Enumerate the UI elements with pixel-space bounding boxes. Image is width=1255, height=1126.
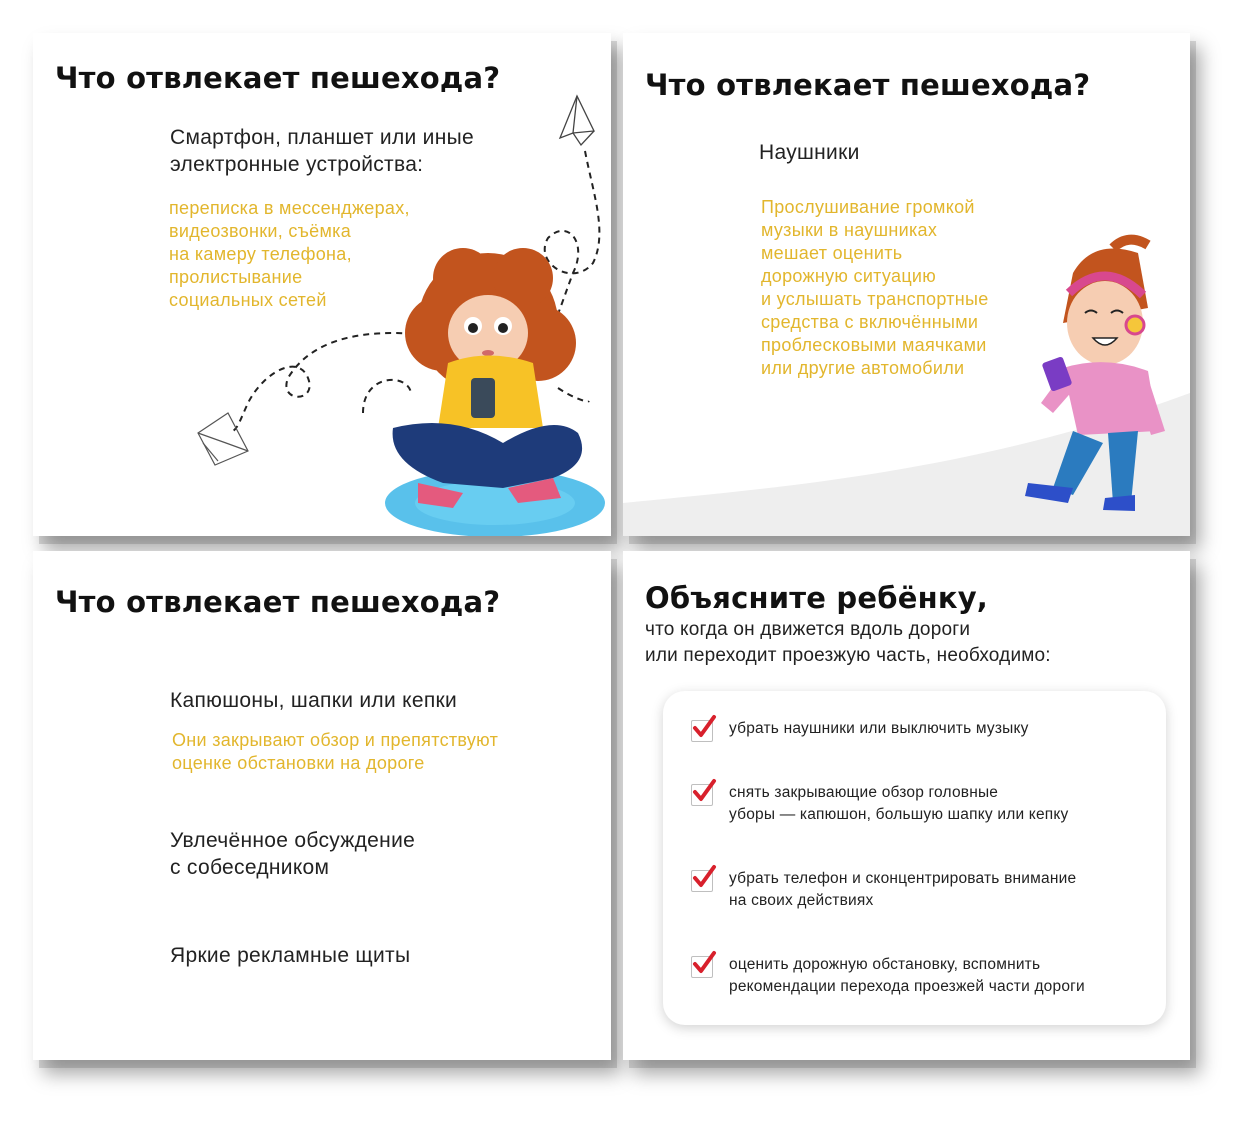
checklist-text: [729, 782, 1149, 826]
dashed-arc: [363, 380, 411, 413]
checkbox: [691, 870, 713, 892]
checklist-line: рекомендации перехода проезжей части дороги: [729, 978, 1085, 995]
detail-line: Они закрывают обзор и препятствуют: [172, 730, 499, 750]
subhead-line: Увлечённое обсуждение: [170, 829, 416, 852]
conversation-heading: [170, 827, 415, 881]
lead-line: что когда он движется вдоль дороги: [645, 619, 971, 640]
detail-line: переписка в мессенджерах,: [169, 198, 410, 218]
checklist-line: убрать наушники или выключить музыку: [729, 720, 1029, 737]
dashed-arc: [558, 388, 589, 401]
checkmark-icon: [690, 949, 718, 977]
paper-plane-icon: [560, 96, 594, 145]
card-lead: [645, 617, 1051, 669]
detail-line: и услышать транспортные: [761, 289, 989, 309]
detail-line: пролистывание: [169, 267, 303, 287]
detail-line: оценке обстановки на дороге: [172, 753, 425, 773]
detail-line: проблесковыми маячками: [761, 335, 987, 355]
checklist-panel: [663, 691, 1166, 1025]
detail-line: видеозвонки, съёмка: [169, 221, 352, 241]
girl-with-headphones-illustration: [623, 33, 1190, 536]
card-title: Что отвлекает пешехода?: [645, 68, 1091, 102]
checklist-line: оценить дорожную обстановку, вспомнить: [729, 956, 1041, 973]
checkbox: [691, 784, 713, 806]
checklist-text: [729, 954, 1149, 998]
checklist-line: уборы — капюшон, большую шапку или кепку: [729, 806, 1069, 823]
card-hats-and-distractions: [33, 551, 611, 1060]
lead-line: или переходит проезжую часть, необходимо:: [645, 645, 1051, 666]
card-subhead: Наушники: [759, 141, 860, 164]
checkbox: [691, 956, 713, 978]
card-smartphone: [33, 33, 611, 536]
girl-with-phone-illustration: [33, 33, 611, 536]
detail-line: музыки в наушниках: [761, 220, 938, 240]
detail-line: социальных сетей: [169, 290, 327, 310]
card-title: Что отвлекает пешехода?: [55, 61, 501, 95]
checkmark-icon: [690, 863, 718, 891]
checklist-line: снять закрывающие обзор головные: [729, 784, 999, 801]
detail-line: на камеру телефона,: [169, 244, 352, 264]
detail-line: или другие автомобили: [761, 358, 965, 378]
checkbox: [691, 720, 713, 742]
checklist-line: на своих действиях: [729, 892, 874, 909]
checklist-text: [729, 868, 1149, 912]
detail-line: дорожную ситуацию: [761, 266, 937, 286]
checklist-line: убрать телефон и сконцентрировать внимание: [729, 870, 1077, 887]
subhead-line: Смартфон, планшет или иные: [170, 126, 474, 149]
checkmark-icon: [690, 777, 718, 805]
card-title: Что отвлекает пешехода?: [55, 585, 501, 619]
checkmark-icon: [690, 713, 718, 741]
card-explain-to-child: [623, 551, 1190, 1060]
hats-heading: Капюшоны, шапки или кепки: [170, 689, 458, 712]
checklist-text: [729, 718, 1149, 740]
hats-details: [172, 729, 498, 775]
card-title: Объясните ребёнку,: [645, 581, 989, 615]
detail-line: средства с включёнными: [761, 312, 979, 332]
subhead-line: с собеседником: [170, 856, 330, 879]
billboards-heading: Яркие рекламные щиты: [170, 944, 411, 967]
detail-line: мешает оценить: [761, 243, 903, 263]
detail-line: Прослушивание громкой: [761, 197, 975, 217]
subhead-line: электронные устройства:: [170, 153, 424, 176]
card-headphones: [623, 33, 1190, 536]
